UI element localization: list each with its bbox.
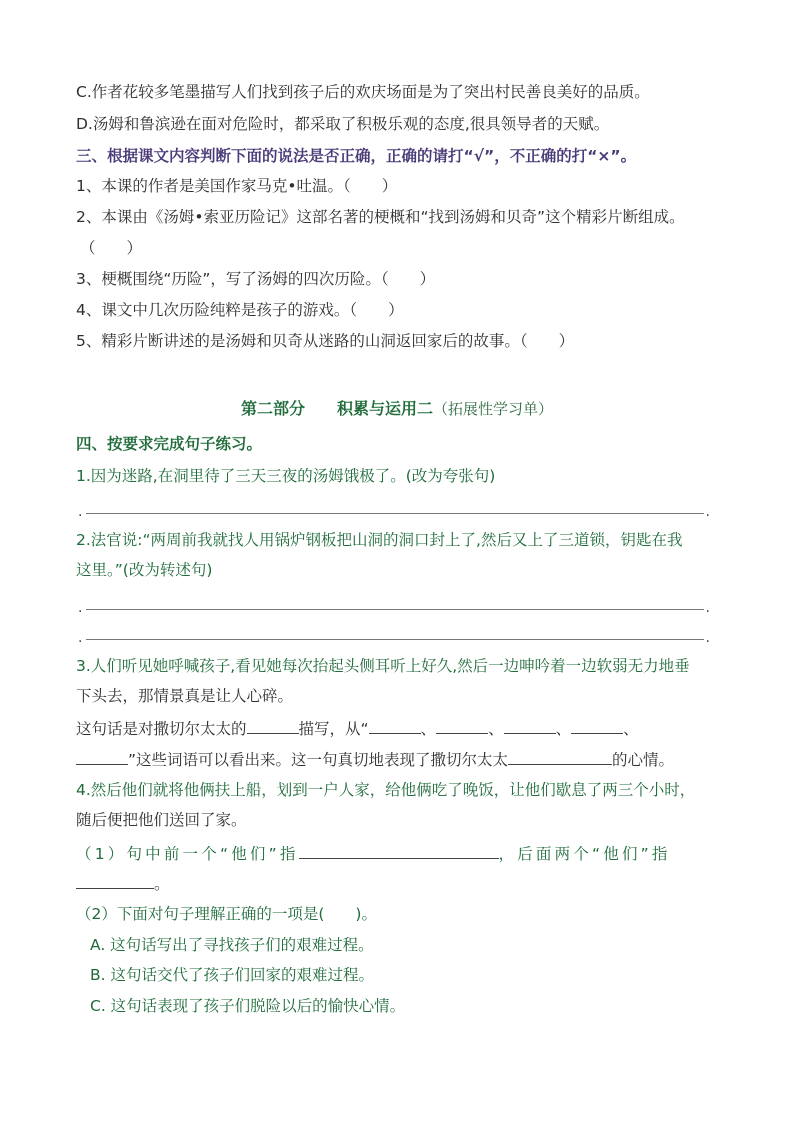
judge-item-2-bracket[interactable]: （ ）	[80, 239, 143, 257]
answer-line-1[interactable]	[78, 498, 710, 518]
blank-second-they[interactable]	[76, 872, 154, 889]
blank-first-they[interactable]	[299, 842, 499, 859]
fill-text: （1）句中前一个“他们”指	[76, 845, 299, 863]
part-2-subtitle: （拓展性学习单）	[433, 400, 554, 418]
question-4-line-1: 4.然后他们就将他俩扶上船，划到一户人家，给他俩吃了晚饭，让他们歇息了两三个小时，	[76, 781, 696, 799]
blank-word-1[interactable]	[369, 717, 421, 734]
question-3-fill-1	[76, 717, 639, 739]
part-2-label: 第二部分	[240, 399, 305, 418]
line-dot: .	[78, 600, 83, 616]
blank-word-3[interactable]	[504, 717, 556, 734]
question-4-sub-1	[76, 842, 671, 864]
part-2-name: 积累与运用二	[336, 399, 433, 418]
line-dot: .	[705, 630, 710, 646]
fill-text: 这句话是对撒切尔太太的	[76, 720, 247, 738]
separator: 、	[623, 720, 639, 738]
answer-line-2b[interactable]	[78, 624, 710, 644]
blank-word-2[interactable]	[436, 717, 488, 734]
question-4-sub-2: （2）下面对句子理解正确的一项是( )。	[76, 905, 377, 923]
line-dot: .	[78, 504, 83, 520]
question-4-line-2: 随后便把他们送回了家。	[76, 811, 247, 829]
question-2-line-1: 2.法官说:“两周前我就找人用锅炉钢板把山洞的洞口封上了,然后又上了三道锁，钥匙在我	[76, 531, 683, 549]
blank-word-4[interactable]	[571, 717, 623, 734]
judge-item-3: 3、梗概围绕“历险”，写了汤姆的四次历险。（ ）	[76, 270, 436, 288]
blank-mood[interactable]	[508, 748, 612, 765]
fill-text: ，后面两个“他们”指	[498, 845, 671, 863]
section-4-heading: 四、按要求完成句子练习。	[76, 435, 263, 453]
fill-text: 描写，从“	[298, 720, 369, 738]
option-d: D.汤姆和鲁滨逊在面对危险时，都采取了积极乐观的态度,很具领导者的天赋。	[76, 115, 610, 133]
choice-b[interactable]: B. 这句话交代了孩子们回家的艰难过程。	[90, 966, 374, 984]
line-dot: .	[705, 600, 710, 616]
option-c: C.作者花较多笔墨描写人们找到孩子后的欢庆场面是为了突出村民善良美好的品质。	[76, 83, 650, 101]
fill-text: ”这些词语可以看出来。这一句真切地表现了撒切尔太太	[128, 751, 509, 769]
separator: 、	[420, 720, 437, 738]
question-2-line-2: 这里。”(改为转述句)	[76, 561, 213, 579]
line-dot: .	[705, 504, 710, 520]
line-dot: .	[78, 630, 83, 646]
blank-word-5[interactable]	[76, 748, 128, 765]
fill-text: 的心情。	[612, 751, 675, 769]
judge-item-1: 1、本课的作者是美国作家马克•吐温。（ ）	[76, 177, 398, 195]
choice-c[interactable]: C. 这句话表现了孩子们脱险以后的愉快心情。	[90, 997, 406, 1015]
judge-item-5: 5、精彩片断讲述的是汤姆和贝奇从迷路的山洞返回家后的故事。（ ）	[76, 332, 575, 350]
blank-description-type[interactable]	[247, 717, 299, 734]
choice-a[interactable]: A. 这句话写出了寻找孩子们的艰难过程。	[90, 936, 374, 954]
question-1: 1.因为迷路,在洞里待了三天三夜的汤姆饿极了。(改为夸张句)	[76, 467, 496, 485]
answer-line-2a[interactable]	[78, 594, 710, 614]
fill-text: 。	[154, 875, 170, 893]
question-3-line-1: 3.人们听见她呼喊孩子,看见她每次抬起头侧耳听上好久,然后一边呻吟着一边软弱无力地垂	[76, 657, 690, 675]
question-3-line-2: 下头去，那情景真是让人心碎。	[76, 687, 294, 705]
question-4-sub-1-cont	[76, 872, 170, 894]
judge-item-2: 2、本课由《汤姆•索亚历险记》这部名著的梗概和“找到汤姆和贝奇”这个精彩片断组成。	[76, 208, 685, 226]
part-2-title	[0, 398, 794, 420]
judge-item-4: 4、课文中几次历险纯粹是孩子的游戏。（ ）	[76, 301, 404, 319]
section-3-heading: 三、根据课文内容判断下面的说法是否正确，正确的请打“√”，不正确的打“×”。	[76, 147, 637, 165]
question-3-fill-2	[76, 748, 674, 770]
separator: 、	[488, 720, 504, 738]
separator: 、	[555, 720, 572, 738]
